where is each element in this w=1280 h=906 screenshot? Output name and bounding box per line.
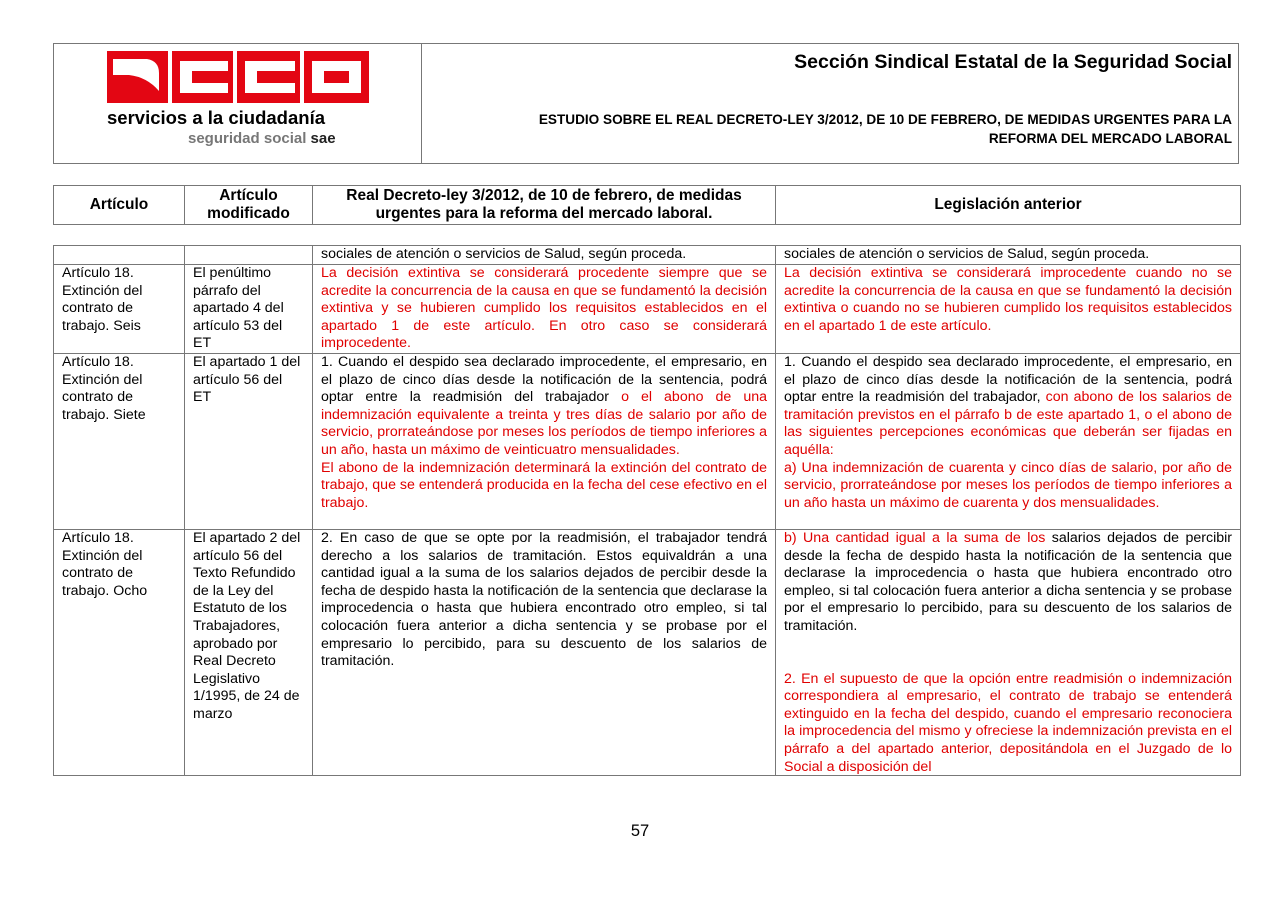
cell-nuevo: sociales de atención o servicios de Salud, según proceda.: [313, 246, 776, 265]
subtitle-line-1: ESTUDIO SOBRE EL REAL DECRETO-LEY 3/2012, DE 10 DE FEBRERO, DE MEDIDAS URGENTES PARA LA: [538, 112, 1232, 127]
cell-modificado: [185, 246, 313, 265]
cell-nuevo: 1. Cuando el despido sea declarado improcedente, el empresario, en el plazo de cinco días desde la notificación de la sentencia, podrá optar entre la readmisión del trabajador o el abono de una indemnización equivalente a treinta y tres días de salario por año de servicio, prorrateándose por meses los períodos de tiempo inferiores a un año, hasta un máximo de veinticuatro mensualidades. El abono de la indemnización determinará la extinción del contrato de trabajo, que se entenderá producida en la fecha del cese efectivo en el trabajo.: [313, 353, 776, 529]
col-legislacion-anterior: Legislación anterior: [776, 186, 1241, 225]
ccoo-logo-icon: [107, 51, 369, 103]
study-subtitle: [432, 110, 1232, 148]
cell-modificado: El apartado 1 del artículo 56 del ET: [185, 353, 313, 529]
cell-anterior: sociales de atención o servicios de Salud, según proceda.: [776, 246, 1241, 265]
cell-anterior: b) Una cantidad igual a la suma de los salarios dejados de percibir desde la fecha de despido hasta la notificación de la sentencia que declarase la improcedencia o hasta que hubiera encontrado otro empleo, si tal colocación fuera anterior a dicha sentencia y se probase por el empresario lo percibido, para su descuento de los salarios de tramitación. 2. En el supuesto de que la opción entre readmisión o indemnización correspondiera al empresario, el contrato de trabajo se entenderá extinguido en la fecha del despido, cuando el empresario reconociera la improcedencia del mismo y ofreciese la indemnización prevista en el párrafo a del apartado anterior, depositándola en el Juzgado de lo Social a disposición del: [776, 529, 1241, 775]
cell-modificado: El penúltimo párrafo del apartado 4 del artículo 53 del ET: [185, 265, 313, 354]
logo-tagline: servicios a la ciudadanía: [107, 107, 325, 128]
cell-articulo: [54, 246, 185, 265]
cell-articulo: Artículo 18. Extinción del contrato de trabajo. Siete: [54, 353, 185, 529]
table-row: [54, 246, 1241, 265]
cell-nuevo: 2. En caso de que se opte por la readmisión, el trabajador tendrá derecho a los salarios de tramitación. Estos equivaldrán a una cantidad igual a la suma de los salarios dejados de percibir desde la fecha de despido hasta la notificación de la sentencia que declarase la improcedencia o hasta que hubiera encontrado otro empleo, si tal colocación fuera anterior a dicha sentencia y se probase por el empresario lo percibido, para su descuento de los salarios de tramitación.: [313, 529, 776, 775]
table-row: [54, 529, 1241, 775]
col-articulo: Artículo: [54, 186, 185, 225]
cell-articulo: Artículo 18. Extinción del contrato de trabajo. Ocho: [54, 529, 185, 775]
cell-nuevo: La decisión extintiva se considerará procedente siempre que se acredite la concurrencia de la causa en que se fundamentó la decisión extintiva y se hubieren cumplido los requisitos establecidos en el apartado 1 de este artículo. En otro caso se considerará improcedente.: [313, 265, 776, 354]
logo-subtagline: seguridad social sae: [188, 130, 336, 147]
cell-modificado: El apartado 2 del artículo 56 del Texto Refundido de la Ley del Estatuto de los Trabajadores, aprobado por Real Decreto Legislativo 1/1995, de 24 de marzo: [185, 529, 313, 775]
header-text-area: [422, 44, 1238, 163]
section-title: Sección Sindical Estatal de la Seguridad Social: [794, 51, 1232, 73]
cell-anterior: La decisión extintiva se considerará improcedente cuando no se acredite la concurrencia de la causa en que se fundamentó la decisión extintiva o cuando no se hubieren cumplido los requisitos establecidos en el apartado 1 de este artículo.: [776, 265, 1241, 354]
table-row: [54, 353, 1241, 529]
col-real-decreto: Real Decreto-ley 3/2012, de 10 de febrero, de medidas urgentes para la reforma del mercado laboral.: [313, 186, 776, 225]
subtitle-line-2: REFORMA DEL MERCADO LABORAL: [988, 131, 1232, 146]
table-row: [54, 265, 1241, 354]
column-header-table: [53, 185, 1241, 225]
cell-anterior: 1. Cuando el despido sea declarado improcedente, el empresario, en el plazo de cinco días desde la notificación de la sentencia, podrá optar entre la readmisión del trabajador, con abono de los salarios de tramitación previstos en el párrafo b de este apartado 1, o el abono de las siguientes percepciones económicas que deberán ser fijadas en aquélla: a) Una indemnización de cuarenta y cinco días de salario, por año de servicio, prorrateándose por meses los períodos de tiempo inferiores a un año hasta un máximo de cuarenta y dos mensualidades.: [776, 353, 1241, 529]
comparison-table: [53, 245, 1241, 776]
cell-articulo: Artículo 18. Extinción del contrato de trabajo. Seis: [54, 265, 185, 354]
logo-area: [54, 44, 422, 163]
document-header: [53, 43, 1239, 164]
page-number: 57: [630, 822, 650, 840]
col-articulo-modificado: Artículo modificado: [185, 186, 313, 225]
